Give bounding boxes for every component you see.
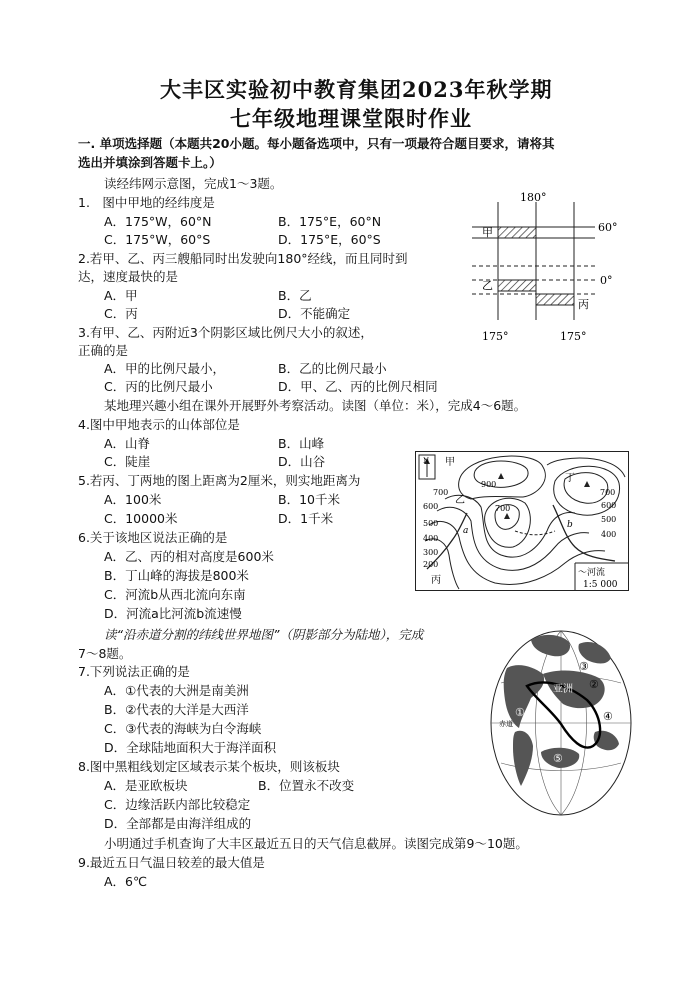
intro-text: 读经纬网示意图，完成1～3题。 (104, 176, 283, 191)
label-0: 0° (600, 274, 613, 287)
question-stem: 1. 图中甲地的经纬度是 (78, 195, 215, 210)
contour-label: 700 (600, 488, 616, 497)
label-yi: 乙 (482, 279, 493, 292)
contour-label: 900 (481, 480, 497, 489)
shaded-region-jia (498, 227, 536, 238)
contour-label: 700 (433, 488, 449, 497)
contour-label: 600 (601, 501, 617, 510)
question-stem: 2.若甲、乙、丙三艘船同时出发驶向180°经线，而且同时到 (78, 251, 408, 266)
option-a: A．175°W，60°N (104, 214, 212, 229)
label-jia: 甲 (445, 457, 455, 468)
option-b: B．②代表的大洋是大西洋 (104, 702, 249, 717)
contour-label: 400 (601, 530, 617, 539)
option-d: D．甲、乙、丙的比例尺相同 (278, 379, 438, 394)
option-a: A．甲 (104, 288, 138, 303)
river-a-label: a (463, 526, 469, 536)
contour-label: 700 (495, 504, 511, 513)
label-180: 180° (520, 191, 547, 204)
page-title: 大丰区实验初中教育集团2023年秋学期 (160, 77, 553, 102)
page-subtitle: 七年级地理课堂限时作业 (230, 106, 472, 131)
label-bing: 丙 (431, 575, 441, 586)
section-heading: 一. 单项选择题（本题共20小题。每小题备选项中，只有一项最符合题目要求，请将其 (78, 136, 555, 151)
option-b: B．10千米 (278, 492, 340, 507)
contour-label: 400 (423, 534, 439, 543)
label-175-right: 175° (560, 330, 587, 343)
option-a: A．100米 (104, 492, 162, 507)
world-map (487, 628, 635, 818)
intro-text: 某地理兴趣小组在课外开展野外考察活动。读图（单位：米），完成4～6题。 (104, 398, 527, 413)
option-b: B．丁山峰的海拔是800米 (104, 568, 249, 583)
option-c: C．边缘活跃内部比较稳定 (104, 797, 251, 812)
question-stem-cont: 正确的是 (78, 343, 129, 358)
contour-label: 500 (601, 515, 617, 524)
option-a: A．山脊 (104, 436, 151, 451)
question-stem: 9.最近五日气温日较差的最大值是 (78, 855, 265, 870)
label-small: 赤道 (499, 720, 513, 728)
contour-label: 500 (423, 519, 439, 528)
option-d: D．山谷 (278, 454, 326, 469)
question-stem: 6.关于该地区说法正确的是 (78, 530, 228, 545)
label-yi: 乙 (455, 495, 465, 506)
intro-text-cont: 7～8题。 (78, 646, 132, 661)
north-label: N (423, 457, 430, 465)
question-stem: 7.下列说法正确的是 (78, 664, 190, 679)
option-a: A．是亚欧板块 (104, 778, 188, 793)
label-175-left: 175° (482, 330, 509, 343)
option-c: C．175°W，60°S (104, 232, 211, 247)
shaded-region-yi (498, 280, 536, 291)
contour-label: 300 (423, 548, 439, 557)
label-60: 60° (598, 221, 618, 234)
scale-label: 1:5 000 (583, 580, 618, 590)
label-bing: 丙 (578, 298, 589, 311)
option-a: A．①代表的大洲是南美洲 (104, 683, 249, 698)
river-b-label: b (567, 520, 573, 530)
intro-text: 读“沿赤道分割的纬线世界地图”（阴影部分为陆地），完成 (104, 627, 424, 642)
option-d: D．全部都是由海洋组成的 (104, 816, 252, 831)
marker-3: ③ (579, 660, 589, 673)
contour-map (415, 451, 629, 591)
option-d: D．175°E，60°S (278, 232, 381, 247)
option-c: C．丙 (104, 306, 138, 321)
option-b: B．乙 (278, 288, 312, 303)
marker-5: ⑤ (553, 752, 563, 765)
option-c: C．陡崖 (104, 454, 151, 469)
option-b: B．山峰 (278, 436, 325, 451)
option-c: C．丙的比例尺最小 (104, 379, 213, 394)
question-stem: 4.图中甲地表示的山体部位是 (78, 417, 240, 432)
option-d: D．河流a比河流b流速慢 (104, 606, 242, 621)
question-stem: 3.有甲、乙、丙附近3个阴影区域比例尺大小的叙述， (78, 325, 373, 340)
option-a: A．甲的比例尺最小， (104, 361, 226, 376)
shaded-region-bing (536, 294, 574, 305)
option-b: B．175°E，60°N (278, 214, 382, 229)
question-stem: 5.若丙、丁两地的图上距离为2厘米，则实地距离为 (78, 473, 361, 488)
contour-label: 200 (423, 560, 439, 569)
label-jia: 甲 (482, 226, 493, 239)
intro-text: 小明通过手机查询了大丰区最近五日的天气信息截屏。读图完成第9～10题。 (104, 836, 528, 851)
marker-2: ② (589, 678, 599, 691)
option-c: C．③代表的海峡为白令海峡 (104, 721, 262, 736)
option-c: C．河流b从西北流向东南 (104, 587, 246, 602)
option-a: A．乙、丙的相对高度是600米 (104, 549, 274, 564)
marker-4: ④ (603, 710, 613, 723)
legend-river: 〜河流 (578, 568, 606, 578)
option-d: D．1千米 (278, 511, 334, 526)
option-d: D．全球陆地面积大于海洋面积 (104, 740, 277, 755)
label-asia: 亚洲 (553, 684, 573, 695)
option-a: A．6℃ (104, 874, 148, 889)
marker-1: ① (515, 706, 525, 719)
question-stem: 8.图中黑粗线划定区域表示某个板块，则该板块 (78, 759, 340, 774)
contour-label: 600 (423, 502, 439, 511)
option-b: B．位置永不改变 (258, 778, 355, 793)
label-ding: 丁 (565, 473, 575, 484)
option-c: C．10000米 (104, 511, 178, 526)
option-b: B．乙的比例尺最小 (278, 361, 387, 376)
section-heading-cont: 选出并填涂到答题卡上。） (78, 155, 222, 170)
option-d: D．不能确定 (278, 306, 351, 321)
graticule-diagram (460, 190, 630, 348)
question-stem-cont: 达，速度最快的是 (78, 269, 179, 284)
